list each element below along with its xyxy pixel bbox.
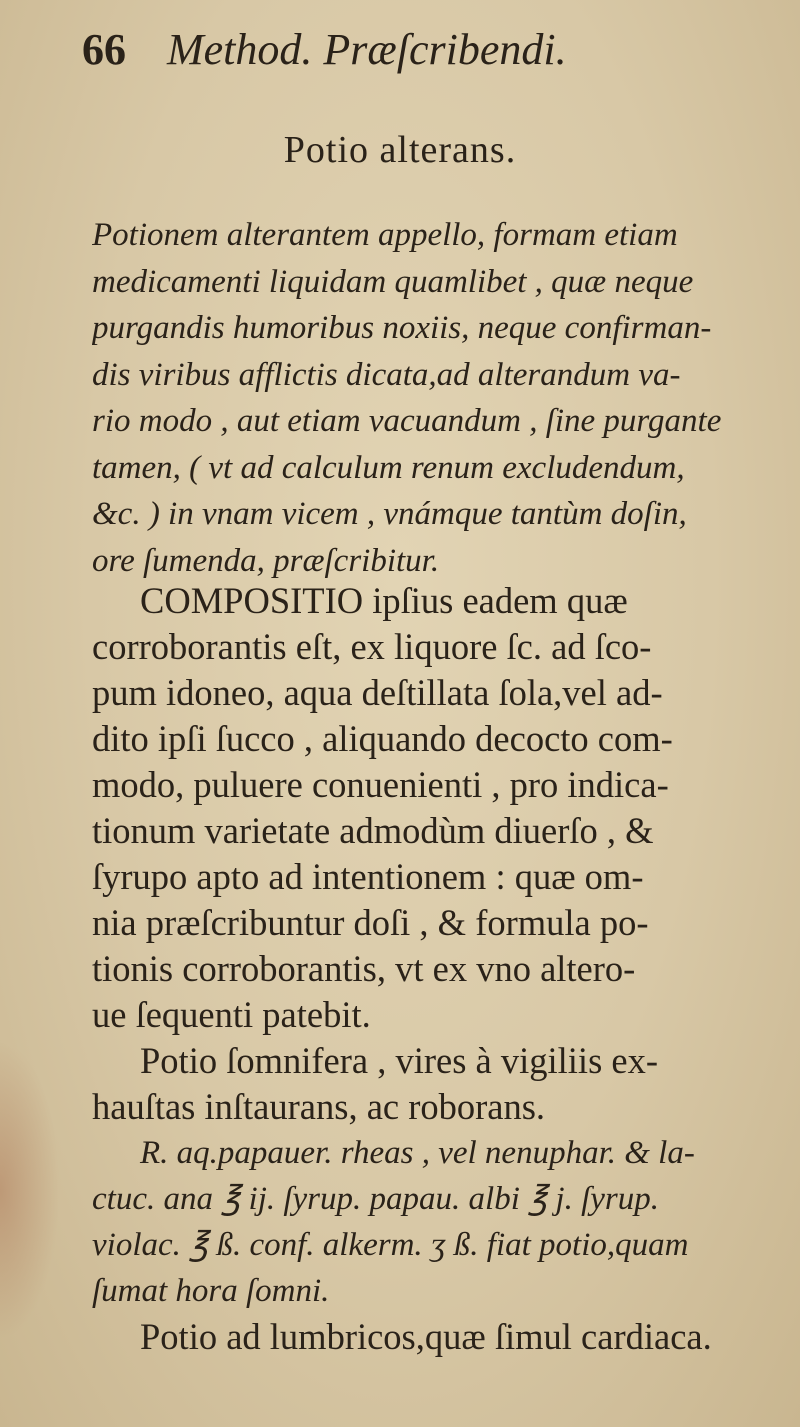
definition-line: rio modo , aut etiam vacuandum , ſine purgante [92,403,722,439]
definition-line: medicamenti liquidam quamlibet , quæ neque [92,263,694,300]
final-heading-line: Potio ad lumbricos,quæ ſimul cardiaca. [140,1316,712,1357]
body-line: pum idoneo, aqua deſtillata ſola,vel ad- [92,672,663,713]
recipe-line: violac. ℥ ß. conf. alkerm. ʒ ß. fiat potio,quam [92,1227,689,1263]
definition-line: purgandis humoribus noxiis, neque confirman- [92,310,712,346]
recipe-line: ctuc. ana ℥ ij. ſyrup. papau. albi ℥ j. ſyrup. [92,1181,659,1217]
paper-stain [0,1040,60,1340]
body-line: tionum varietate admodùm diuerſo , & [92,810,654,851]
definition-line: dis viribus afflictis dicata,ad alterandum va- [92,356,681,393]
definition-line: &c. ) in vnam vicem , vnámque tantùm doſin, [92,496,687,532]
definition-paragraph [92,212,782,584]
body-line: tionis corroborantis, vt ex vno altero- [92,948,636,989]
page-number: 66 [82,25,126,74]
body-line: nia præſcribuntur doſi , & formula po- [92,902,649,943]
body-line: hauſtas inſtaurans, ac roborans. [92,1086,546,1127]
body-line: corroborantis eſt, ex liquore ſc. ad ſco- [92,626,652,667]
section-title: Potio alterans. [283,129,517,171]
recipe-line: R. aq.papauer. rheas , vel nenuphar. & la- [140,1135,695,1171]
body-paragraph [92,578,792,1360]
body-line: ſyrupo apto ad intentionem : quæ om- [92,856,644,897]
definition-line: tamen, ( vt ad calculum renum excludendum, [92,449,685,486]
body-line: dito ipſi ſucco , aliquando decocto com- [92,718,673,759]
body-line: Potio ſomnifera , vires à vigiliis ex- [140,1040,659,1081]
running-title: Method. Præſcribendi. [167,25,567,74]
definition-line: Potionem alterantem appello, formam etiam [92,217,678,253]
definition-line: ore ſumenda, præſcribitur. [92,542,440,579]
body-line: ue ſequenti patebit. [92,994,371,1035]
recipe-line: ſumat hora ſomni. [92,1273,330,1309]
running-head [82,25,722,74]
body-line: COMPOSITIO ipſius eadem quæ [140,580,628,621]
body-line: modo, puluere conuenienti , pro indica- [92,764,669,805]
